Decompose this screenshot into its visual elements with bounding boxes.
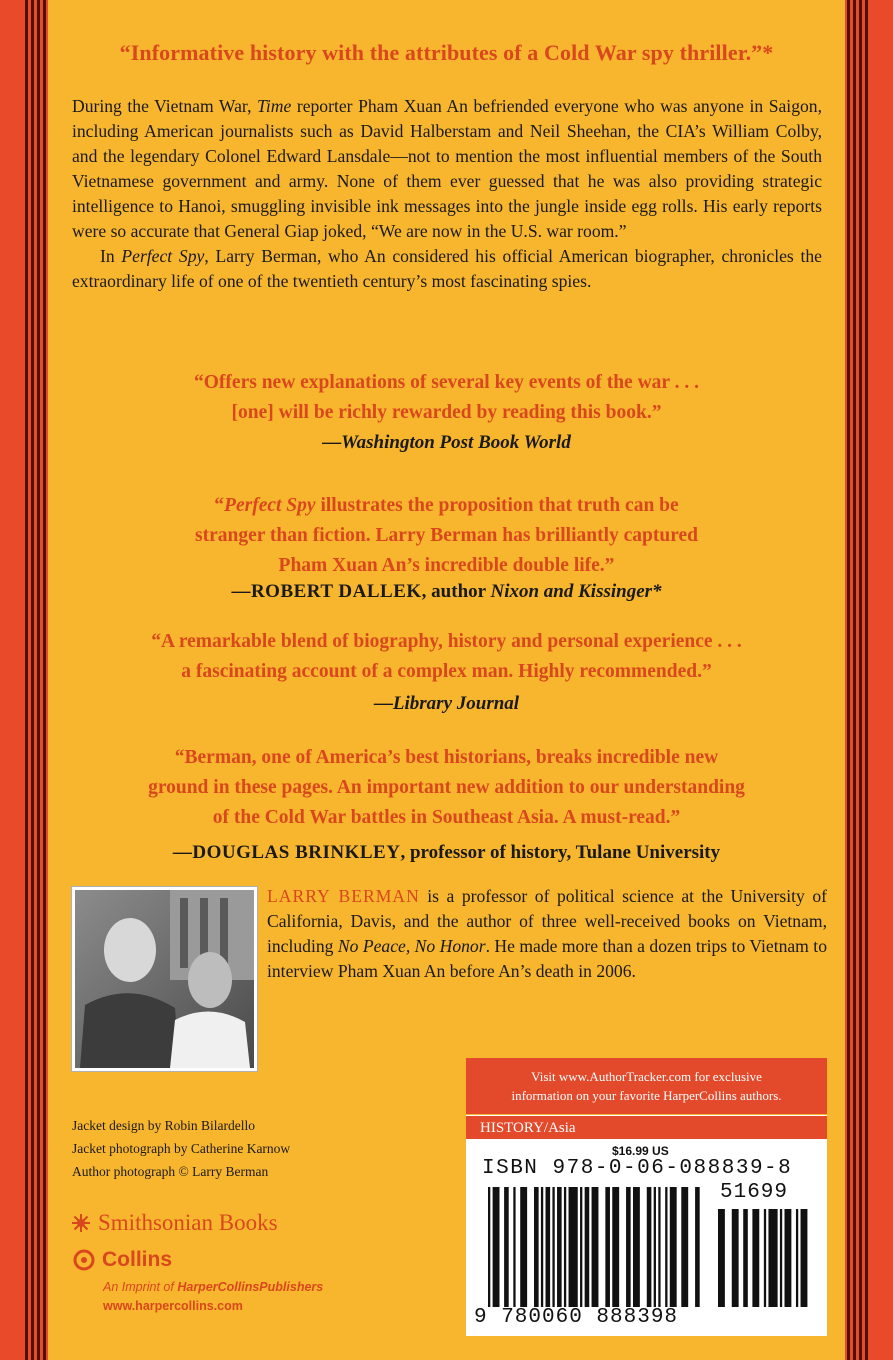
barcode-bar (633, 1187, 640, 1307)
attribution-dash: — (322, 432, 342, 453)
author-photo (72, 887, 257, 1071)
imprint-line (103, 1280, 323, 1294)
quote-text: “ (214, 495, 225, 516)
barcode-bar (658, 1187, 660, 1307)
barcode-bar (557, 1187, 562, 1307)
attribution-source: Washington Post Book World (341, 432, 571, 453)
collins-logo (72, 1248, 172, 1272)
quote-line: [one] will be richly rewarded by reading this book.” (231, 402, 662, 423)
quote-line: “A remarkable blend of biography, history and personal experience . . . (151, 631, 742, 652)
review-quote-4 (48, 743, 845, 833)
description-part: During the Vietnam War, (72, 96, 258, 116)
barcode-bar (520, 1187, 527, 1307)
quote-attribution-4 (48, 842, 845, 864)
barcode-bar (764, 1209, 766, 1307)
quote-line: ground in these pages. An important new addition to our understanding (148, 777, 745, 798)
attribution-name: —ROBERT DALLEK (231, 581, 422, 602)
barcode-bar (626, 1187, 631, 1307)
barcode-bar (569, 1187, 578, 1307)
quote-attribution-3 (48, 693, 845, 715)
barcode-bar (647, 1187, 652, 1307)
book-title: Perfect Spy (121, 246, 205, 266)
quote-line: of the Cold War battles in Southeast Asia. A must-read.” (212, 807, 681, 828)
review-quote-1 (48, 368, 845, 428)
attribution-text: , author (421, 581, 491, 602)
book-description (72, 94, 822, 294)
barcode-bar (718, 1209, 725, 1307)
description-part: , Larry Berman, who An considered his official American biographer, chronicles the extraordinary life of one of the twentieth century’s most fascinating spies. (72, 246, 822, 291)
barcode-bar (546, 1187, 551, 1307)
smithsonian-logo (72, 1210, 278, 1236)
attribution-name: —DOUGLAS BRINKLEY (172, 842, 401, 863)
barcode-bar (695, 1187, 700, 1307)
quote-attribution-1 (48, 432, 845, 454)
quote-line: “Offers new explanations of several key events of the war . . . (194, 372, 699, 393)
author-name: LARRY BERMAN (267, 886, 420, 906)
attribution-dash: — (373, 693, 393, 714)
attribution-source: Library Journal (392, 693, 520, 714)
barcode-bar (504, 1187, 509, 1307)
barcode-bar (488, 1187, 490, 1307)
quote-line: a fascinating account of a complex man. Highly recommended.” (181, 661, 712, 682)
barcode-box (466, 1139, 827, 1336)
jacket-credits (72, 1114, 290, 1183)
barcode-bar (513, 1187, 515, 1307)
barcode-bar (612, 1187, 619, 1307)
quote-text: illustrates the proposition that truth can be (315, 495, 679, 516)
smithsonian-label: Smithsonian Books (98, 1210, 278, 1235)
barcode-bar (752, 1209, 759, 1307)
tagline: “Informative history with the attributes of a Cold War spy thriller.”* (119, 40, 774, 65)
quote-attribution-2 (48, 581, 845, 603)
bio-text: is a professor of political science at the University of California, Davis, and the author of three well-received books on Vietnam, including (267, 886, 827, 956)
author-bio (267, 884, 827, 984)
barcode-bar (564, 1187, 566, 1307)
barcode-bar (670, 1187, 677, 1307)
barcode-bar (665, 1187, 667, 1307)
quote-line (48, 491, 845, 521)
barcode-bar (681, 1187, 688, 1307)
right-stripe-border (845, 0, 893, 1360)
left-stripe-border (0, 0, 48, 1360)
barcode-bar (585, 1187, 590, 1307)
book-title: Perfect Spy (224, 495, 316, 516)
quote-line: stranger than fiction. Larry Berman has brilliantly captured (194, 525, 699, 546)
tracker-line: Visit www.AuthorTracker.com for exclusive (531, 1069, 762, 1084)
bio-text: . He made more than a dozen trips to Vietnam to interview Pham Xuan An before An’s death in 2006. (267, 936, 827, 981)
book-title: No Peace, No Honor (337, 936, 486, 956)
content-panel (48, 0, 845, 1360)
description-part: reporter Pham Xuan An befriended everyone who was anyone in Saigon, including American journalists such as David Halberstam and Neil Sheehan, the CIA’s William Colby, and the legendary Colonel Edward Lansdale—not to mention the most influential members of the South Vietnamese government and army. None of them ever guessed that he was also providing strategic intelligence to Hanoi, smuggling invisible ink messages into the jungle inside egg rolls. His early reports were so accurate that General Giap joked, “We are now in the U.S. war room.” (72, 96, 822, 241)
category-label: HISTORY/Asia (466, 1115, 827, 1139)
attribution-text: , professor of history, Tulane University (400, 842, 721, 863)
barcode-bar (534, 1187, 539, 1307)
time-magazine-title: Time (257, 96, 292, 116)
credit-line: Jacket design by Robin Bilardello (72, 1118, 255, 1133)
quote-line: Pham Xuan An’s incredible double life.” (278, 555, 615, 576)
barcode-bar (768, 1209, 777, 1307)
barcode-bar (580, 1187, 582, 1307)
barcode-bar (592, 1187, 599, 1307)
barcode-bar (541, 1187, 543, 1307)
review-quote-2 (48, 491, 845, 581)
imprint-publisher: HarperCollinsPublishers (177, 1280, 324, 1294)
barcode-bar (732, 1209, 739, 1307)
barcode-bar (654, 1187, 656, 1307)
isbn-label: ISBN 978-0-06-088839-8 (482, 1157, 793, 1180)
tracker-line: information on your favorite HarperCollins authors. (511, 1088, 782, 1103)
price-label: $16.99 US (612, 1144, 669, 1158)
barcode-bar (743, 1209, 748, 1307)
barcode-bar (784, 1209, 791, 1307)
sunburst-icon (72, 1214, 90, 1232)
collins-label: Collins (102, 1248, 173, 1271)
author-tracker-box (466, 1058, 827, 1114)
description-part: In (100, 246, 122, 266)
ean-digits: 9 780060 888398 (474, 1306, 679, 1329)
credit-line: Jacket photograph by Catherine Karnow (72, 1141, 291, 1156)
credit-line: Author photograph © Larry Berman (72, 1164, 269, 1179)
barcode-bar (796, 1209, 798, 1307)
imprint-text: An Imprint of (103, 1280, 178, 1294)
collins-swirl-icon (72, 1248, 96, 1272)
barcode-bar (552, 1187, 554, 1307)
attribution-book: Nixon and Kissinger* (490, 581, 662, 602)
barcode-bar (801, 1209, 808, 1307)
quote-line: “Berman, one of America’s best historians, breaks incredible new (174, 747, 719, 768)
barcode-bar (780, 1209, 782, 1307)
barcode-bar (493, 1187, 500, 1307)
review-quote-3 (48, 627, 845, 687)
barcode-bar (605, 1187, 610, 1307)
publisher-url: www.harpercollins.com (103, 1299, 243, 1313)
addon-digits: 51699 (720, 1181, 789, 1204)
